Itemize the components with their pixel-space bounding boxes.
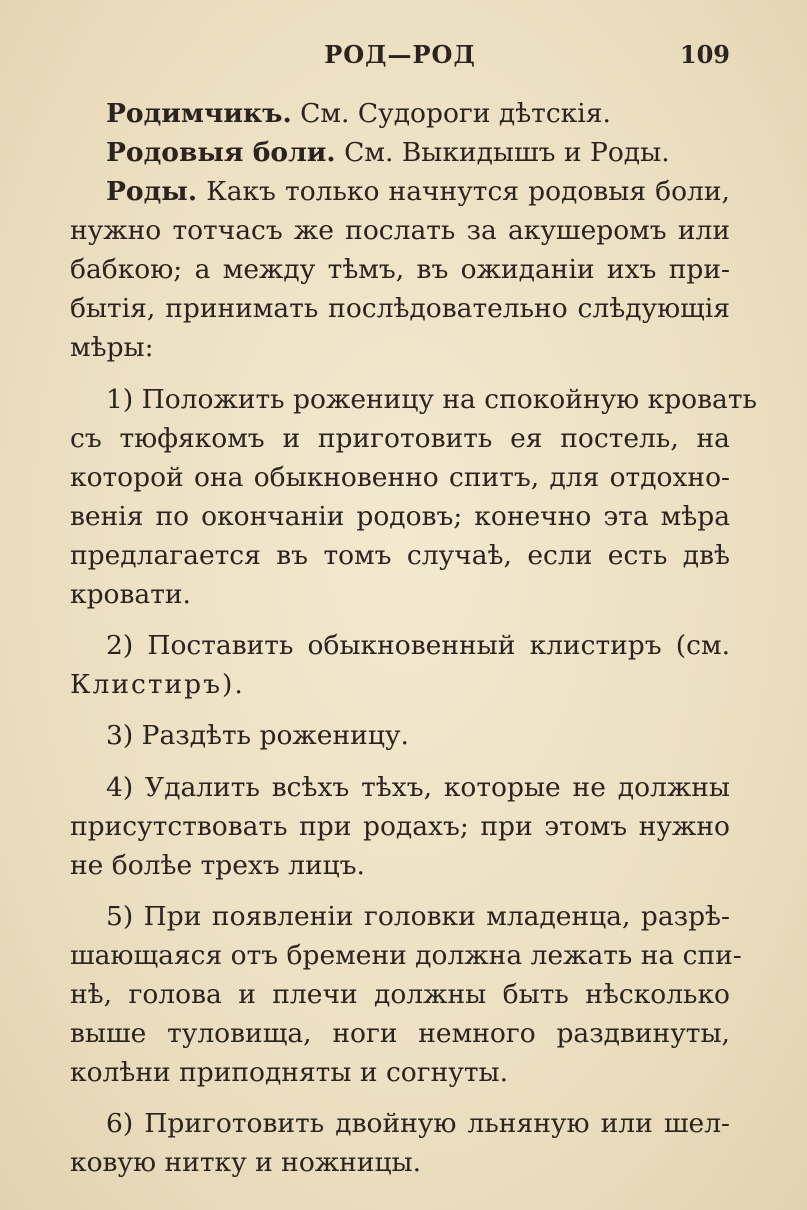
page-number: 109 [679,40,730,69]
text-line [70,172,730,211]
text-line: нѣ, голова и плечи должны быть нѣсколько [70,979,730,1010]
text-line: ковую нитку и ножницы. [70,1147,422,1178]
text-line: 3) Раздѣть роженицу. [106,720,409,751]
entry-term: Родимчикъ. [106,98,292,129]
step-4 [70,768,730,885]
entry-rodovyya-boli [70,133,730,172]
text-line: 4) Удалить всѣхъ тѣхъ, которые не должны [106,772,730,803]
entry-text: См. Выкидышъ и Роды. [344,137,670,168]
entry-text: Какъ только начнутся родовыя боли, [206,176,730,207]
text-line: 6) Приготовить двойную льняную или шел- [106,1108,730,1139]
entry-term: Родовыя боли. [106,137,336,168]
entry-text: См. Судороги дѣтскія. [300,98,611,129]
entry-rody [70,172,730,367]
page-body [70,94,757,1182]
text-line: присутствовать при родахъ; при этомъ нужно [70,811,730,842]
text-line: 2) Поставить обыкновенный клистиръ (см. [106,630,730,661]
page-header [70,40,730,76]
text-line: кровати. [70,579,191,610]
text-line: предлагается въ томъ случаѣ, если есть двѣ [70,540,730,571]
step-2 [70,626,730,704]
step-6 [70,1104,730,1182]
step-5 [70,897,742,1092]
text-line: колѣни приподняты и согнуты. [70,1057,509,1088]
text-line: выше туловища, ноги немного раздвинуты, [70,1018,730,1049]
entry-term: Роды. [106,176,198,207]
step-1 [70,380,757,614]
entry-rodimchik [70,94,730,133]
text-line: бабкою; а между тѣмъ, въ ожиданіи ихъ при- [70,254,730,285]
text-line: бытія, принимать послѣдовательно слѣдующія [70,293,730,324]
running-head: РОД—РОД [324,40,476,69]
text-line: венія по окончаніи родовъ; конечно эта мѣра [70,501,730,532]
text-line: 1) Положить роженицу на спокойную кровать [106,384,757,415]
text-line: не болѣе трехъ лицъ. [70,850,365,881]
step-3 [70,716,730,755]
text-line: 5) При появленіи головки младенца, разрѣ- [106,901,730,932]
text-line: съ тюфякомъ и приготовить ея постель, на [70,423,730,454]
text-line: Клистиръ). [70,669,245,700]
text-line: нужно тотчасъ же послать за акушеромъ или [70,215,730,246]
text-line: которой она обыкновенно спитъ, для отдохно- [70,462,730,493]
text-line: мѣры: [70,332,154,363]
text-line: шающаяся отъ бремени должна лежать на спи- [70,940,742,971]
